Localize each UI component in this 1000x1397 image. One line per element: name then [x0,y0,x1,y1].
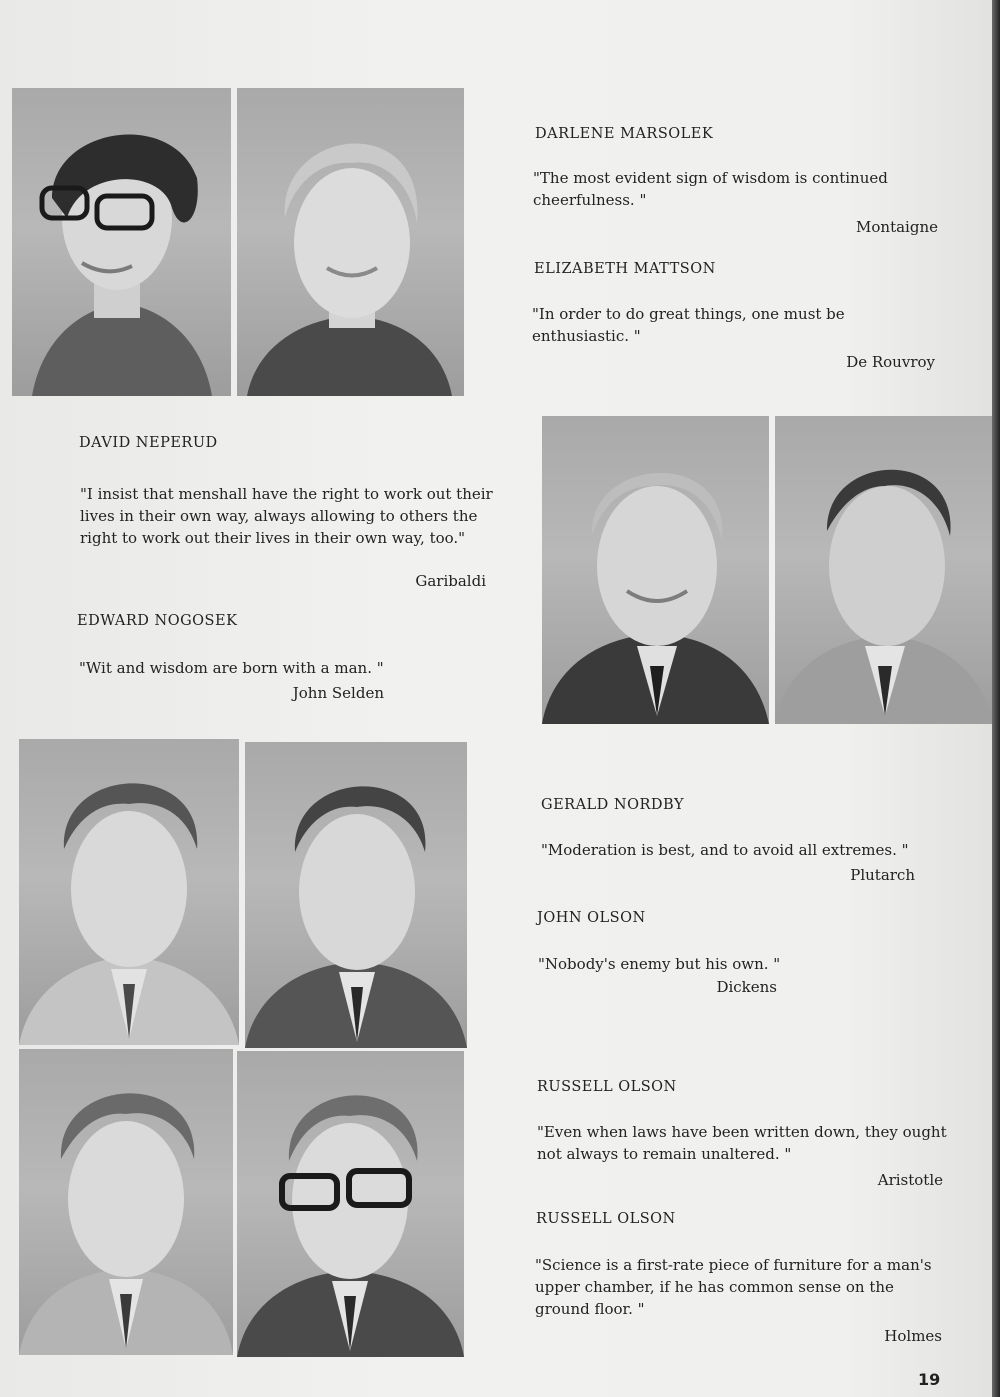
entry-author: Montaigne [856,218,938,236]
entry-name: DAVID NEPERUD [79,435,218,451]
entry-name: DARLENE MARSOLEK [535,126,714,142]
entry-quote: "The most evident sign of wisdom is continued cheerfulness. " [533,169,888,209]
portrait-darlene-marsolek [12,88,231,396]
entry-quote: "Moderation is best, and to avoid all extremes. " [541,841,909,859]
entry-name: JOHN OLSON [537,910,646,926]
entry-quote: "Nobody's enemy but his own. " [538,955,781,973]
entry-name: EDWARD NOGOSEK [77,613,238,629]
portrait-david-neperud [542,416,769,724]
portrait-russell-olson-1 [19,1049,233,1355]
entry-author: Garibaldi [415,572,486,590]
entry-quote: "Science is a first-rate piece of furniture for a man's upper chamber, if he has common sense on the ground floor. " [535,1256,932,1318]
binding-edge [992,0,1000,1397]
portrait-edward-nogosek [775,416,994,724]
entry-author: Aristotle [877,1171,943,1189]
entry-name: RUSSELL OLSON [537,1079,677,1095]
entry-name: ELIZABETH MATTSON [534,261,716,277]
entry-author: Dickens [716,978,777,996]
entry-author: Holmes [884,1327,942,1345]
portrait-gerald-nordby [19,739,239,1045]
entry-quote: "Even when laws have been written down, they ought not always to remain unaltered. " [537,1123,947,1163]
portrait-russell-olson-2 [237,1051,464,1357]
entry-name: GERALD NORDBY [541,797,685,813]
entry-author: Plutarch [850,866,915,884]
entry-quote: "In order to do great things, one must be enthusiastic. " [532,305,845,345]
entry-name: RUSSELL OLSON [536,1211,676,1227]
portrait-elizabeth-mattson [237,88,464,396]
entry-quote: "Wit and wisdom are born with a man. " [79,659,384,677]
portrait-john-olson [245,742,467,1048]
entry-author: John Selden [292,684,384,702]
entry-quote: "I insist that menshall have the right to work out their lives in their own way, always allowing to others the right to work out their lives in their own way, too." [80,485,493,547]
entry-author: De Rouvroy [846,353,935,371]
page-number: 19 [918,1370,941,1389]
